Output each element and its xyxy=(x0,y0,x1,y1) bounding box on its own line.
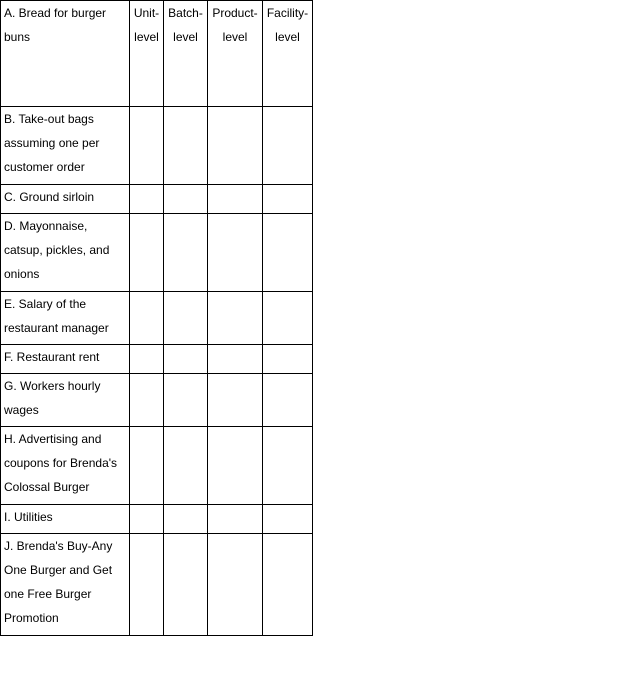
item-label: A. Bread for burger buns xyxy=(4,6,107,44)
table-row xyxy=(1,345,313,374)
facility-level-cell[interactable] xyxy=(263,292,313,345)
unit-level-cell[interactable] xyxy=(130,534,164,636)
product-level-cell[interactable] xyxy=(208,374,263,427)
column-header-product-level: Product-level xyxy=(208,1,263,107)
table-row xyxy=(1,214,313,292)
facility-level-cell[interactable] xyxy=(263,374,313,427)
table-row xyxy=(1,374,313,427)
column-header-batch-level: Batch-level xyxy=(164,1,208,107)
column-header-facility-level: Facility-level xyxy=(263,1,313,107)
unit-level-cell[interactable] xyxy=(130,427,164,505)
table-row xyxy=(1,292,313,345)
table-row xyxy=(1,534,313,636)
facility-level-cell[interactable] xyxy=(263,107,313,185)
table-row xyxy=(1,505,313,534)
product-level-cell[interactable] xyxy=(208,292,263,345)
batch-level-cell[interactable] xyxy=(164,214,208,292)
item-cell xyxy=(1,374,130,427)
facility-level-cell[interactable] xyxy=(263,214,313,292)
facility-level-cell[interactable] xyxy=(263,505,313,534)
facility-level-cell[interactable] xyxy=(263,427,313,505)
item-label: H. Advertising and coupons for Brenda's Colossal Burger xyxy=(4,432,118,494)
batch-level-cell[interactable] xyxy=(164,534,208,636)
cost-classification-table xyxy=(0,0,313,636)
unit-level-cell[interactable] xyxy=(130,185,164,214)
item-label: E. Salary of the restaurant manager xyxy=(4,297,109,335)
item-cell xyxy=(1,292,130,345)
item-cell xyxy=(1,534,130,636)
table-row xyxy=(1,107,313,185)
batch-level-cell[interactable] xyxy=(164,505,208,534)
batch-level-cell[interactable] xyxy=(164,345,208,374)
product-level-cell[interactable] xyxy=(208,427,263,505)
unit-level-cell[interactable] xyxy=(130,505,164,534)
item-label: B. Take-out bags assuming one per customer order xyxy=(4,112,100,174)
item-label: G. Workers hourly wages xyxy=(4,379,101,417)
item-label: C. Ground sirloin xyxy=(4,190,95,204)
batch-level-cell[interactable] xyxy=(164,292,208,345)
unit-level-cell[interactable] xyxy=(130,292,164,345)
batch-level-cell[interactable] xyxy=(164,427,208,505)
item-cell xyxy=(1,185,130,214)
first-item-cell xyxy=(1,1,130,107)
unit-level-cell[interactable] xyxy=(130,214,164,292)
item-cell xyxy=(1,505,130,534)
product-level-cell[interactable] xyxy=(208,345,263,374)
item-cell xyxy=(1,107,130,185)
table-row xyxy=(1,185,313,214)
item-label: I. Utilities xyxy=(4,510,53,524)
product-level-cell[interactable] xyxy=(208,185,263,214)
column-header-unit-level: Unit-level xyxy=(130,1,164,107)
item-label: D. Mayonnaise, catsup, pickles, and onions xyxy=(4,219,110,281)
facility-level-cell[interactable] xyxy=(263,345,313,374)
table-row xyxy=(1,427,313,505)
item-cell xyxy=(1,427,130,505)
item-label: J. Brenda's Buy-Any One Burger and Get one Free Burger Promotion xyxy=(4,539,113,625)
header-row xyxy=(1,1,313,107)
item-label: F. Restaurant rent xyxy=(4,350,100,364)
facility-level-cell[interactable] xyxy=(263,185,313,214)
product-level-cell[interactable] xyxy=(208,505,263,534)
item-cell xyxy=(1,214,130,292)
item-cell xyxy=(1,345,130,374)
batch-level-cell[interactable] xyxy=(164,107,208,185)
unit-level-cell[interactable] xyxy=(130,107,164,185)
batch-level-cell[interactable] xyxy=(164,374,208,427)
unit-level-cell[interactable] xyxy=(130,345,164,374)
batch-level-cell[interactable] xyxy=(164,185,208,214)
unit-level-cell[interactable] xyxy=(130,374,164,427)
product-level-cell[interactable] xyxy=(208,214,263,292)
product-level-cell[interactable] xyxy=(208,534,263,636)
facility-level-cell[interactable] xyxy=(263,534,313,636)
product-level-cell[interactable] xyxy=(208,107,263,185)
